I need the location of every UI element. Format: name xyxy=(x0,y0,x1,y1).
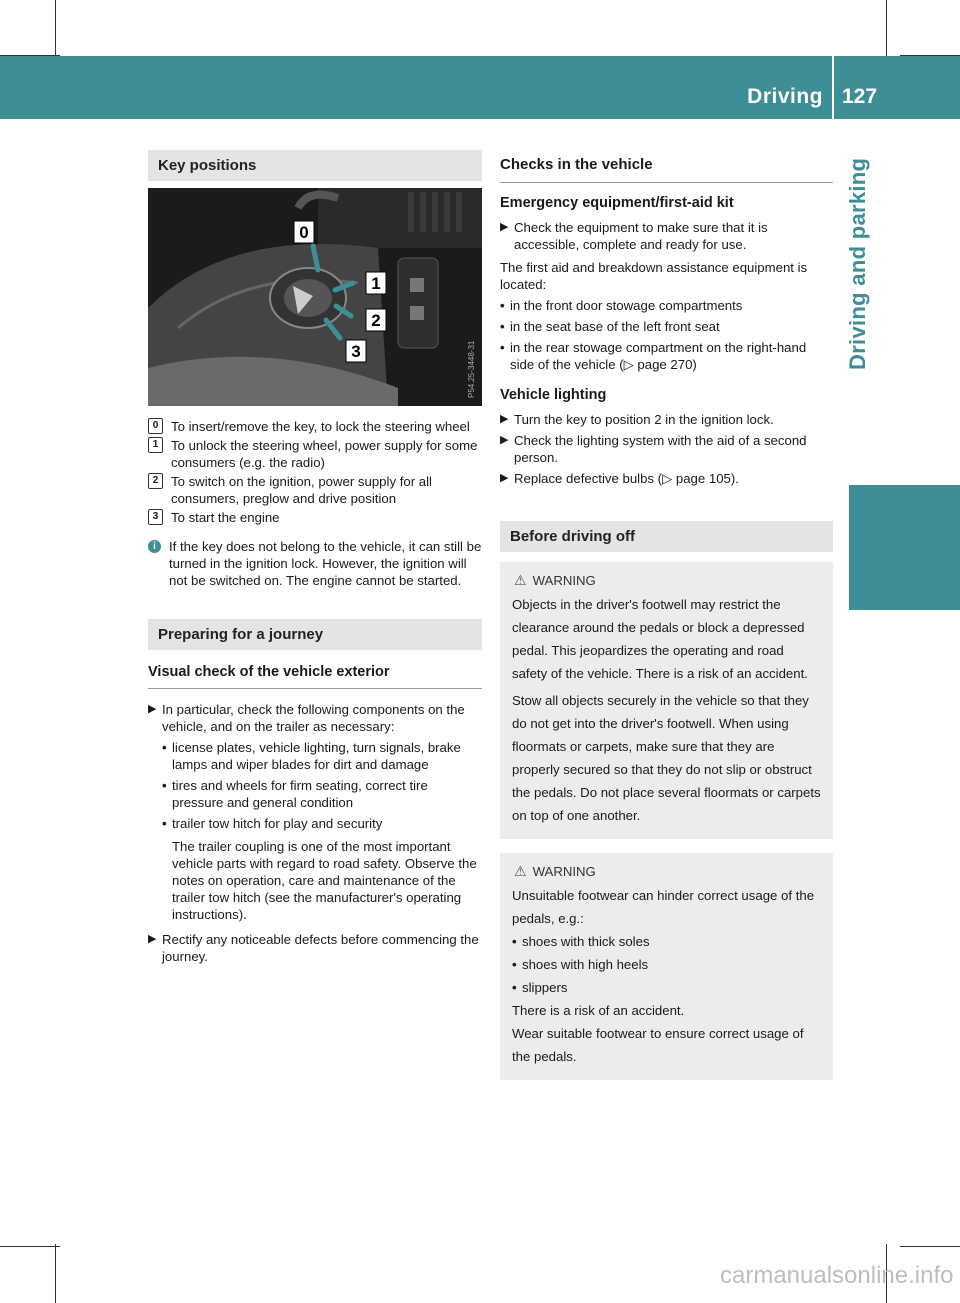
warning-text: Objects in the driver's footwell may restrict the clearance around the pedals or block a depressed pedal. This jeopardizes the operating and road safety of the vehicle. There is a risk of an accident. xyxy=(512,597,808,681)
crop-mark xyxy=(0,1246,60,1247)
callout-label-3: 3 xyxy=(351,342,361,361)
legend-key-2: 2 xyxy=(148,473,163,489)
before-driving-heading: Before driving off xyxy=(500,521,833,552)
first-aid-locations xyxy=(500,297,833,373)
legend-text: To unlock the steering wheel, power supply for some consumers (e.g. the radio) xyxy=(171,438,478,470)
emergency-text: Check the equipment to make sure that it is accessible, complete and ready for use. xyxy=(514,220,768,252)
warning-text: Wear suitable footwear to ensure correct usage of the pedals. xyxy=(512,1026,804,1064)
crop-mark xyxy=(55,1244,56,1303)
list-item xyxy=(162,777,482,811)
arrow-icon: ▶ xyxy=(500,221,509,233)
image-code: P54.25-3448-31 xyxy=(467,340,476,398)
list-item xyxy=(162,739,482,773)
first-aid-intro: The first aid and breakdown assistance equipment is located: xyxy=(500,260,808,292)
lighting-heading: Vehicle lighting xyxy=(500,387,607,403)
bullet-icon: • xyxy=(162,816,167,831)
bullet-icon: • xyxy=(512,934,517,949)
ignition-lock-illustration xyxy=(148,188,482,406)
arrow-icon: ▶ xyxy=(500,434,509,446)
list-item xyxy=(500,339,833,373)
arrow-icon: ▶ xyxy=(148,933,157,945)
emergency-step xyxy=(500,219,833,253)
callout-label-2: 2 xyxy=(371,311,381,330)
info-note xyxy=(148,538,482,589)
warning-label: WARNING xyxy=(532,864,596,879)
warning-triangle-icon: ⚠ xyxy=(514,572,527,588)
warning-header xyxy=(514,863,821,880)
checks-heading: Checks in the vehicle xyxy=(500,156,653,173)
check-intro-step xyxy=(148,701,482,735)
side-tab-block xyxy=(849,485,960,610)
bullet-icon: • xyxy=(500,319,505,334)
legend-text: To insert/remove the key, to lock the steering wheel xyxy=(171,419,470,434)
key-positions-heading: Key positions xyxy=(148,150,482,181)
legend-item xyxy=(148,437,482,471)
list-item-text: trailer tow hitch for play and security xyxy=(172,816,383,831)
list-item-text: in the front door stowage compartments xyxy=(510,298,743,313)
list-item xyxy=(500,318,833,335)
side-tab-label: Driving and parking xyxy=(845,157,870,370)
header-title: Driving xyxy=(747,85,823,108)
callout-label-1: 1 xyxy=(371,274,381,293)
crop-mark xyxy=(55,0,56,60)
bullet-icon: • xyxy=(512,957,517,972)
list-item-text: slippers xyxy=(522,980,568,995)
key-position-legend xyxy=(148,418,482,526)
list-item xyxy=(500,297,833,314)
list-item xyxy=(512,976,821,999)
warning-box xyxy=(500,562,833,839)
list-item-text: license plates, vehicle lighting, turn signals, brake lamps and wiper blades for dirt and damage xyxy=(172,740,461,772)
arrow-icon: ▶ xyxy=(500,472,509,484)
warning-header xyxy=(514,572,821,589)
arrow-icon: ▶ xyxy=(148,703,157,715)
divider xyxy=(500,182,833,183)
bullet-icon: • xyxy=(162,740,167,755)
rectify-text: Rectify any noticeable defects before commencing the journey. xyxy=(162,932,479,964)
lighting-step xyxy=(500,432,833,466)
check-items-list xyxy=(162,739,482,923)
lighting-text: Replace defective bulbs (▷ page 105). xyxy=(514,471,739,486)
right-column xyxy=(500,150,833,1080)
list-item-text: shoes with thick soles xyxy=(522,934,650,949)
list-item-text: in the rear stowage compartment on the right-hand side of the vehicle (▷ page 270) xyxy=(510,340,807,372)
warning-label: WARNING xyxy=(532,573,596,588)
list-item xyxy=(162,815,482,832)
info-note-text: If the key does not belong to the vehicle, it can still be turned in the ignition lock. However, the ignition will not be switched on. The engine cannot be started. xyxy=(169,539,482,588)
legend-text: To start the engine xyxy=(171,510,280,525)
bullet-icon: • xyxy=(512,980,517,995)
trailer-note: The trailer coupling is one of the most important vehicle parts with regard to road safety. Observe the notes on operation, care and maintenance of the trailer tow hitch (see the manufacturer's operating instructions). xyxy=(172,839,477,922)
list-item xyxy=(512,953,821,976)
bullet-icon: • xyxy=(500,298,505,313)
legend-key-1: 1 xyxy=(148,437,163,453)
list-item-text: shoes with high heels xyxy=(522,957,649,972)
crop-mark xyxy=(886,0,887,60)
warning-text: Stow all objects securely in the vehicle so that they do not get into the driver's footwell. When using floormats or carpets, make sure that they are properly secured so that they do not slip or obstruct the pedals. Do not place several floormats or carpets on top of one another. xyxy=(512,693,821,823)
legend-text: To switch on the ignition, power supply for all consumers, preglow and drive position xyxy=(171,474,432,506)
list-item-text: tires and wheels for firm seating, correct tire pressure and general condition xyxy=(172,778,428,810)
legend-key-3: 3 xyxy=(148,509,163,525)
warning-box xyxy=(500,853,833,1080)
divider xyxy=(148,688,482,689)
legend-item xyxy=(148,473,482,507)
watermark: carmanualsonline.info xyxy=(720,1262,954,1289)
lighting-text: Turn the key to position 2 in the ignition lock. xyxy=(514,412,774,427)
crop-mark xyxy=(900,1246,960,1247)
warning-triangle-icon: ⚠ xyxy=(514,863,527,879)
header-separator xyxy=(832,56,834,119)
info-icon: i xyxy=(148,540,161,553)
list-item xyxy=(512,930,821,953)
legend-item xyxy=(148,509,482,526)
legend-key-0: 0 xyxy=(148,418,163,434)
bullet-icon: • xyxy=(162,778,167,793)
rectify-step xyxy=(148,931,482,965)
ignition-lock-photo xyxy=(148,188,482,406)
lighting-step xyxy=(500,470,833,487)
arrow-icon: ▶ xyxy=(500,413,509,425)
left-column xyxy=(148,150,482,965)
lighting-step xyxy=(500,411,833,428)
emergency-heading: Emergency equipment/first-aid kit xyxy=(500,195,734,211)
visual-check-heading: Visual check of the vehicle exterior xyxy=(148,664,390,680)
warning-text: Unsuitable footwear can hinder correct usage of the pedals, e.g.: xyxy=(512,888,815,926)
callout-label-0: 0 xyxy=(299,223,309,242)
legend-item xyxy=(148,418,482,435)
preparing-heading: Preparing for a journey xyxy=(148,619,482,650)
list-item-text: in the seat base of the left front seat xyxy=(510,319,720,334)
check-intro-text: In particular, check the following components on the vehicle, and on the trailer as necessary: xyxy=(162,702,465,734)
page-number: 127 xyxy=(842,85,878,108)
warning-text: There is a risk of an accident. xyxy=(512,1003,685,1018)
bullet-icon: • xyxy=(500,340,505,355)
lighting-text: Check the lighting system with the aid of a second person. xyxy=(514,433,807,465)
